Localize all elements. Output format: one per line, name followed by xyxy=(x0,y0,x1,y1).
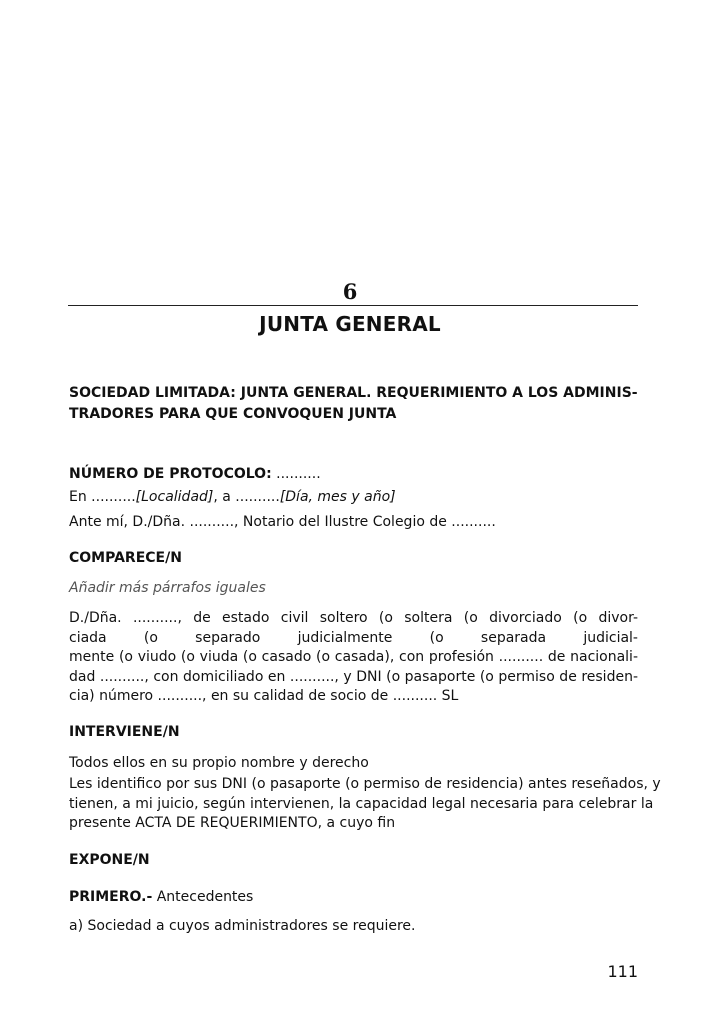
document-title xyxy=(69,383,638,425)
primero-line xyxy=(69,887,638,908)
chapter-title: JUNTA GENERAL xyxy=(259,312,441,336)
paragraph-line: D./Dña. .........., de estado civil soltero (o soltera (o divorciado (o divor- xyxy=(69,610,638,626)
place-date-line xyxy=(69,487,638,508)
notary-line: Ante mí, D./Dña. .........., Notario del Ilustre Colegio de .......... xyxy=(69,514,496,530)
item-a: a) Sociedad a cuyos administradores se requiere. xyxy=(69,918,416,934)
document-title-line: SOCIEDAD LIMITADA: JUNTA GENERAL. REQUERIMIENTO A LOS ADMINIS- xyxy=(69,385,638,401)
paragraph-line: mente (o viudo (o viuda (o casado (o casada), con profesión .......... de nacionali- xyxy=(69,649,638,666)
paragraph-line: dad .........., con domiciliado en .........., y DNI (o pasaporte (o permiso de residen- xyxy=(69,668,638,685)
interviene-heading: INTERVIENE/N xyxy=(69,724,180,740)
comparece-paragraph xyxy=(69,609,638,707)
interviene-line: Todos ellos en su propio nombre y derecho xyxy=(69,755,369,771)
protocol-value: .......... xyxy=(271,466,321,482)
comparece-heading: COMPARECE/N xyxy=(69,550,182,566)
page-number: 111 xyxy=(607,962,638,981)
primero-text: Antecedentes xyxy=(152,889,254,905)
document-title-line: TRADORES PARA QUE CONVOQUEN JUNTA xyxy=(69,406,397,422)
chapter-number: 6 xyxy=(342,279,358,304)
paragraph-line: presente ACTA DE REQUERIMIENTO, a cuyo fin xyxy=(69,815,396,832)
paragraph-line: cia) número .........., en su calidad de socio de .......... SL xyxy=(69,688,459,705)
comparece-note: Añadir más párrafos iguales xyxy=(69,580,266,596)
paragraph-line: ciada (o separado judicialmente (o separada judicial- xyxy=(69,629,638,646)
chapter-divider xyxy=(68,305,638,306)
protocol-label: NÚMERO DE PROTOCOLO: xyxy=(69,466,272,482)
interviene-paragraph xyxy=(69,775,661,834)
primero-label: PRIMERO.- xyxy=(69,889,153,905)
date-placeholder: [Día, mes y año] xyxy=(279,489,396,505)
paragraph-line: tienen, a mi juicio, según intervienen, la capacidad legal necesaria para celebrar la xyxy=(69,795,654,812)
expone-heading: EXPONE/N xyxy=(69,852,150,868)
locality-placeholder: [Localidad] xyxy=(135,489,214,505)
protocol-line xyxy=(69,464,638,485)
place-prefix: En .......... xyxy=(69,489,136,505)
paragraph-line: Les identifico por sus DNI (o pasaporte (o permiso de residencia) antes reseñados, y xyxy=(69,776,661,792)
date-prefix: , a .......... xyxy=(213,489,280,505)
